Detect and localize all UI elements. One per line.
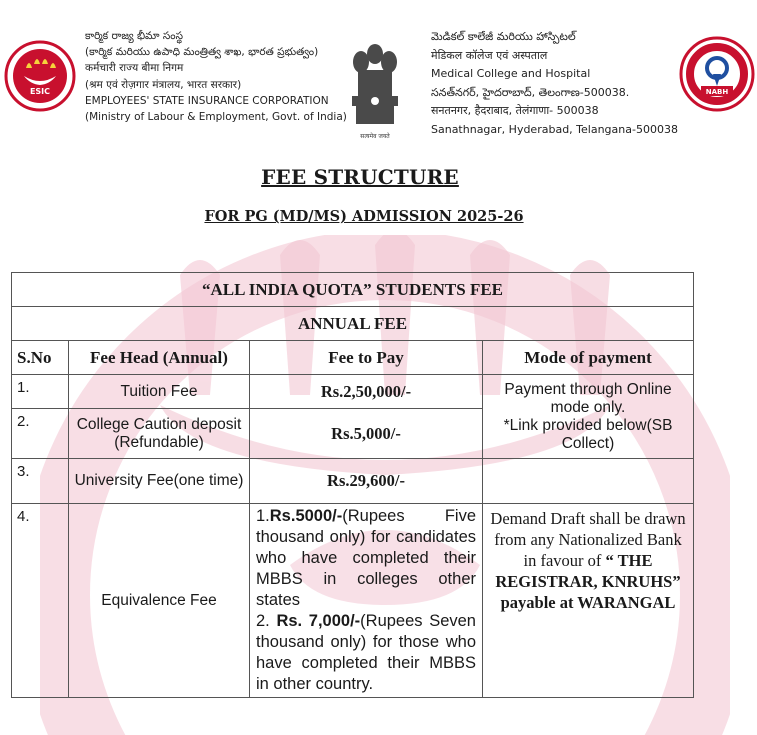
- left-line: కార్మిక రాజ్య భీమా సంస్థ: [85, 30, 183, 42]
- row-fee-amount: Rs.2,50,000/-: [250, 375, 483, 409]
- row-sno: 3.: [12, 459, 69, 504]
- table-row: [12, 459, 694, 504]
- equiv-p1-num: 1.: [256, 507, 270, 525]
- row-fee-head: Tuition Fee: [69, 375, 250, 409]
- nabh-logo: [679, 36, 755, 112]
- quota-banner: “ALL INDIA QUOTA” STUDENTS FEE: [12, 273, 694, 307]
- right-line: Sanathnagar, Hyderabad, Telangana-500038: [431, 122, 678, 136]
- equiv-p1-amount: Rs.5000/-: [269, 507, 343, 525]
- table-row: [12, 504, 694, 698]
- header-fee-to-pay: Fee to Pay: [250, 341, 483, 375]
- national-emblem: [340, 32, 410, 142]
- esic-address-block: [85, 28, 347, 125]
- page-subtitle: FOR PG (MD/MS) ADMISSION 2025-26: [204, 208, 524, 225]
- demand-draft-payee: “ THE REGISTRAR, KNRUHS” payable at WARANGAL: [495, 551, 681, 612]
- right-line: मेडिकल कॉलेज एवं अस्पताल: [431, 48, 548, 62]
- online-payment-cell: [483, 375, 694, 459]
- row-fee-amount: Rs.5,000/-: [250, 409, 483, 459]
- demand-draft-cell: [483, 504, 694, 698]
- demand-draft-text: Demand Draft shall be drawn from any Nationalized Bank in favour of: [490, 509, 686, 570]
- row-sno: 4.: [12, 504, 69, 698]
- online-payment-line: Payment through Online mode only.: [504, 380, 672, 416]
- equiv-p2-num: 2.: [256, 612, 270, 630]
- row-sno: 1.: [12, 375, 69, 409]
- row-fee-head: Equivalence Fee: [69, 504, 250, 698]
- esic-logo: [4, 36, 76, 116]
- annual-fee-banner: ANNUAL FEE: [12, 307, 694, 341]
- equiv-p2-text: (Rupees Seven thousand only) for those who have completed their MBBS in other country.: [256, 612, 476, 693]
- svg-text:सत्यमेव जयते: सत्यमेव जयते: [360, 133, 390, 140]
- row-fee-amount: Rs.29,600/-: [250, 459, 483, 504]
- fee-table: [11, 272, 694, 698]
- left-line: (Ministry of Labour & Employment, Govt. of India): [85, 111, 347, 124]
- empty-cell: [483, 459, 694, 504]
- right-line: సనత్‌నగర్, హైదరాబాద్, తెలంగాణ-500038.: [431, 85, 630, 99]
- table-header-row: [12, 341, 694, 375]
- page-title: FEE STRUCTURE: [261, 165, 459, 189]
- svg-text:ESIC: ESIC: [29, 87, 51, 96]
- right-line: सनतनगर, हैदराबाद, तेलंगाणा- 500038: [431, 104, 599, 117]
- college-address-block: [431, 28, 678, 139]
- right-line: Medical College and Hospital: [431, 67, 591, 80]
- header-mode-of-payment: Mode of payment: [483, 341, 694, 375]
- table-banner-row: [12, 273, 694, 307]
- row-sno: 2.: [12, 409, 69, 459]
- sb-collect-line: *Link provided below(SB Collect): [503, 416, 673, 452]
- left-line: (श्रम एवं रोज़गार मंत्रालय, भारत सरकार): [85, 78, 242, 91]
- right-line: మెడికల్ కాలేజీ మరియు హాస్పిటల్: [431, 30, 576, 43]
- equiv-p2-amount: Rs. 7,000/-: [276, 612, 361, 630]
- svg-text:NABH: NABH: [705, 88, 729, 96]
- left-line: EMPLOYEES' STATE INSURANCE CORPORATION: [85, 94, 329, 107]
- equiv-p1-text: (Rupees Five thousand only) for candidates who have completed their MBBS in colleges other states: [256, 507, 476, 609]
- header-sno: S.No: [12, 341, 69, 375]
- row-fee-head: College Caution deposit (Refundable): [69, 409, 250, 459]
- equivalence-fee-details: [250, 504, 483, 698]
- table-row: [12, 375, 694, 409]
- header-fee-head: Fee Head (Annual): [69, 341, 250, 375]
- left-line: कर्मचारी राज्य बीमा निगम: [85, 62, 184, 75]
- row-fee-head: University Fee(one time): [69, 459, 250, 504]
- table-subbanner-row: [12, 307, 694, 341]
- left-line: (కార్మిక మరియు ఉపాధి మంత్రిత్వ శాఖ, భారత ప్రభుత్వం): [85, 46, 319, 59]
